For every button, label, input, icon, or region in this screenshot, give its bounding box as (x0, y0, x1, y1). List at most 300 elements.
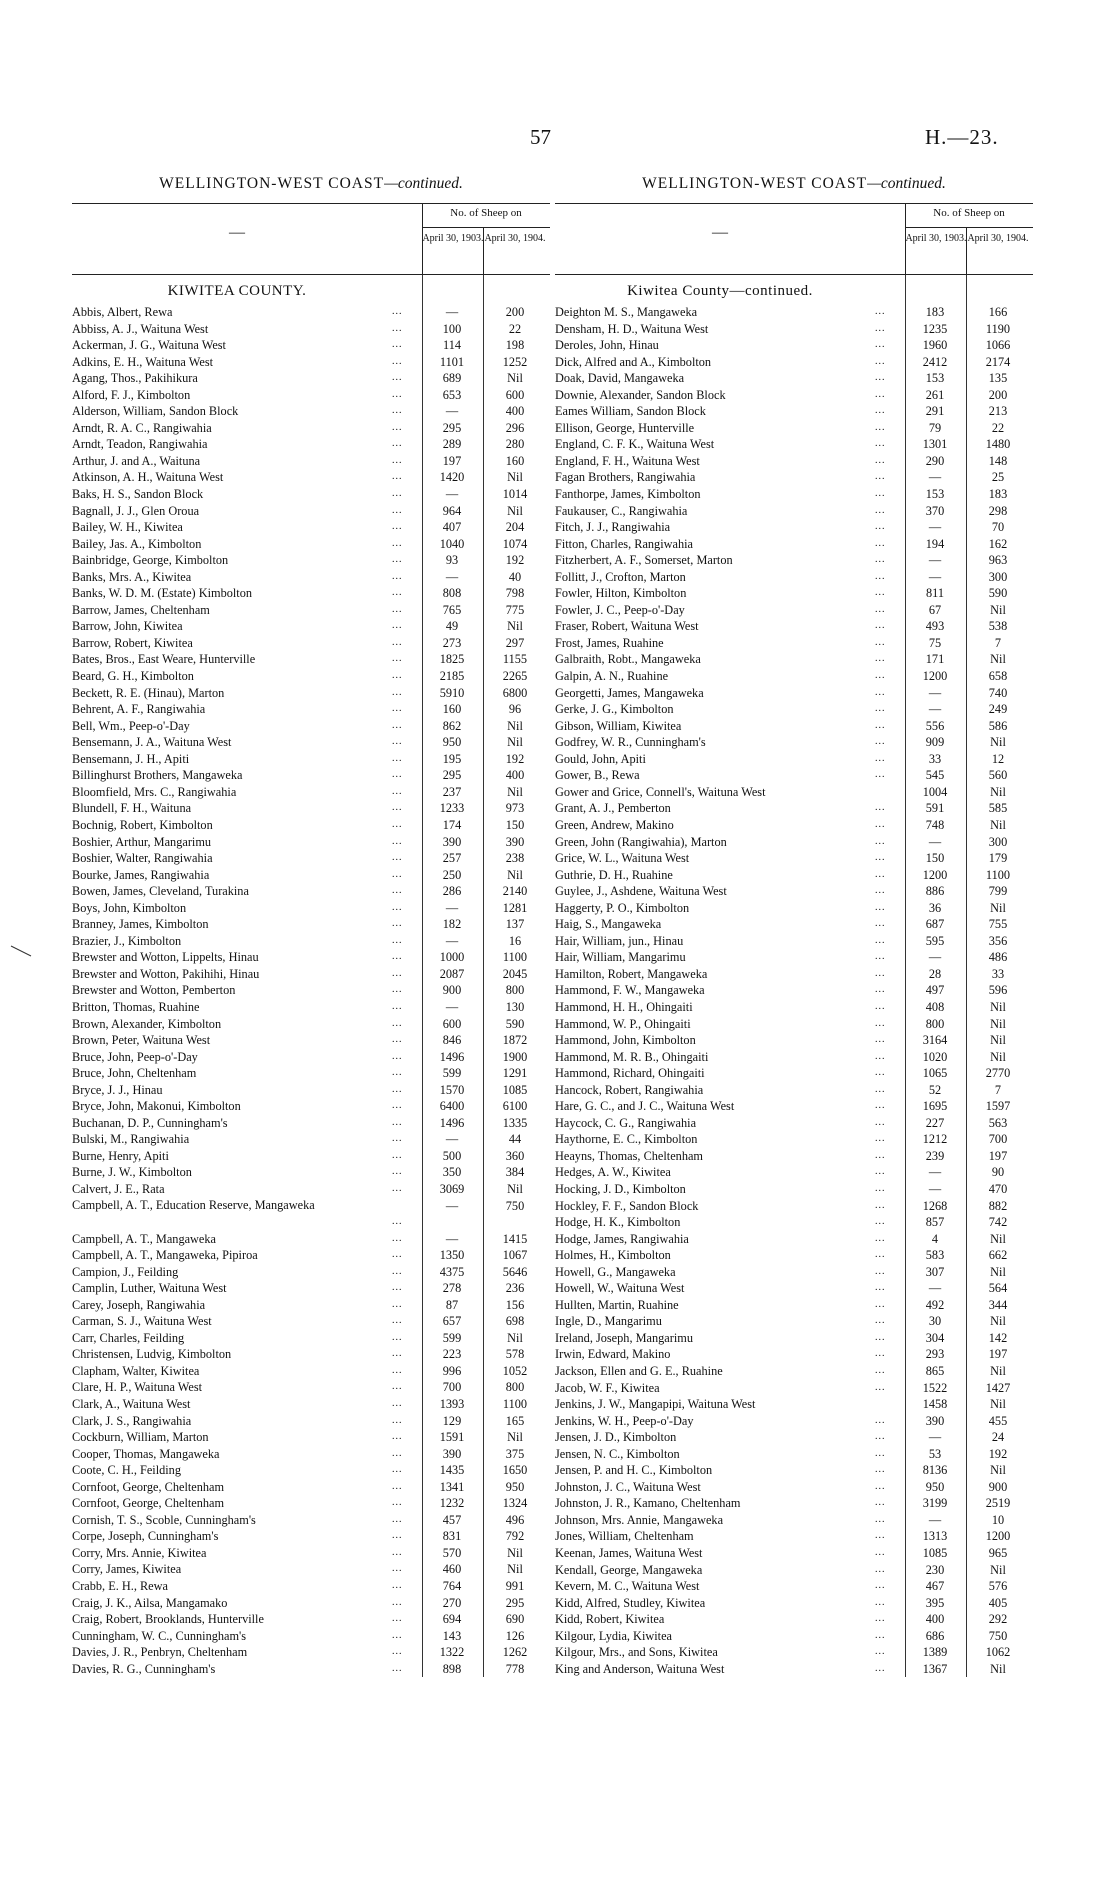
sheep-1903: 1085 (922, 1546, 948, 1561)
owner-name: Hammond, M. R. B., Ohingaiti (555, 1049, 709, 1064)
sheep-1904: 963 (988, 553, 1008, 568)
table-row (72, 1446, 550, 1463)
owner-name: Hullten, Martin, Ruahine (555, 1297, 679, 1312)
table-row (72, 1297, 550, 1314)
leader-dots: ... (392, 1315, 403, 1327)
leader-dots: ... (875, 1017, 886, 1029)
sheep-1904: 137 (505, 917, 525, 932)
leader-dots: ... (875, 1034, 886, 1046)
leader-dots: ... (875, 934, 886, 946)
sheep-1903: 197 (442, 453, 462, 468)
sheep-1903: 3164 (922, 1033, 948, 1048)
leader-dots: ... (875, 653, 886, 665)
table-row (555, 1363, 1033, 1380)
sheep-1903: 4 (931, 1231, 939, 1246)
owner-name: Cunningham, W. C., Cunningham's (72, 1628, 247, 1643)
table-row (555, 1214, 1033, 1231)
sheep-1903: 291 (925, 404, 945, 419)
sheep-1903: 28 (928, 966, 942, 981)
sheep-1904: 775 (505, 602, 525, 617)
owner-name: Cornfoot, George, Cheltenham (72, 1479, 225, 1494)
sheep-1904: Nil (990, 1562, 1006, 1577)
sheep-1904: 236 (505, 1281, 525, 1296)
owner-name: Craig, Robert, Brooklands, Hunterville (72, 1612, 264, 1627)
sheep-1904: 10 (991, 1512, 1005, 1527)
sheep-1903: 390 (442, 1446, 462, 1461)
sheep-1903: 129 (442, 1413, 462, 1428)
leader-dots: ... (392, 1133, 403, 1145)
sheep-1904: 204 (505, 520, 525, 535)
leader-dots: ... (875, 1513, 886, 1525)
sheep-1904: 2519 (985, 1496, 1011, 1511)
leader-dots: ... (875, 752, 886, 764)
owner-name: Fagan Brothers, Rangiwahia (555, 470, 696, 485)
owner-name: Jackson, Ellen and G. E., Ruahine (555, 1364, 723, 1378)
sheep-1904: 90 (991, 1165, 1005, 1180)
sheep-1904: Nil (507, 718, 523, 733)
table-row (555, 436, 1033, 453)
leader-dots: ... (875, 620, 886, 632)
table-row (72, 354, 550, 371)
sheep-1904: 298 (988, 503, 1008, 518)
table-row (72, 1661, 550, 1678)
table-row (555, 403, 1033, 420)
owner-name: Adkins, E. H., Waituna West (72, 354, 214, 369)
leader-dots: ... (875, 818, 886, 830)
sheep-1903: 1960 (922, 338, 948, 353)
sheep-1903: 1232 (439, 1496, 465, 1511)
leader-dots: ... (392, 1381, 403, 1393)
table-row (72, 1413, 550, 1430)
sheep-1903: 497 (925, 983, 945, 998)
leader-dots: ... (875, 852, 886, 864)
leader-dots: ... (875, 1315, 886, 1327)
sheep-1903: 700 (442, 1380, 462, 1395)
sheep-1903: 800 (925, 1016, 945, 1031)
leader-dots: ... (392, 454, 403, 466)
owner-name: Densham, H. D., Waituna West (555, 321, 709, 336)
owner-name: Ackerman, J. G., Waituna West (72, 338, 226, 353)
owner-name: Howell, G., Mangaweka (555, 1264, 676, 1279)
sheep-1904: Nil (990, 999, 1006, 1014)
table-row (72, 900, 550, 917)
sheep-1903: 53 (928, 1446, 942, 1461)
sheep-1903: 195 (442, 751, 462, 766)
owner-name: Eames William, Sandon Block (555, 404, 706, 419)
leader-dots: ... (392, 1563, 403, 1575)
table-row (555, 718, 1033, 735)
leader-dots: ... (875, 1000, 886, 1012)
sheep-1904: 213 (988, 404, 1008, 419)
owner-name: Galpin, A. N., Ruahine (555, 669, 669, 684)
leader-dots: ... (875, 1298, 886, 1310)
leader-dots: ... (392, 802, 403, 814)
sheep-1903: 100 (442, 321, 462, 336)
sheep-1903: 964 (442, 503, 462, 518)
sheep-1904: 486 (988, 950, 1008, 965)
leader-dots: ... (392, 1497, 403, 1509)
sheep-1903: 93 (445, 553, 459, 568)
table-row (72, 1346, 550, 1363)
sheep-1904: Nil (990, 1314, 1006, 1329)
leader-dots: ... (392, 835, 403, 847)
sheep-1903: 278 (442, 1281, 462, 1296)
sheep-1904: 973 (505, 801, 525, 816)
table-row (555, 1297, 1033, 1314)
sheep-1904: 1480 (985, 437, 1011, 452)
owner-name: Hammond, Richard, Ohingaiti (555, 1066, 705, 1081)
leader-dots: ... (875, 719, 886, 731)
owner-name: Gower, B., Rewa (555, 768, 640, 783)
leader-dots: ... (875, 1596, 886, 1608)
table-row (72, 536, 550, 553)
sheep-1904: 596 (988, 983, 1008, 998)
sheep-1903: — (445, 1198, 459, 1213)
leader-dots: ... (392, 1149, 403, 1161)
sheep-1903: 1393 (439, 1397, 465, 1411)
owner-name: Gerke, J. G., Kimbolton (555, 702, 674, 717)
sheep-1904: 1281 (502, 900, 528, 915)
leader-dots: ... (875, 885, 886, 897)
table-row (555, 1247, 1033, 1264)
sheep-1903: 3199 (922, 1496, 948, 1511)
sheep-1903: 1200 (922, 669, 948, 684)
sheep-1904: 1900 (502, 1049, 528, 1064)
sheep-1903: 6400 (439, 1099, 465, 1114)
table-row (72, 1280, 550, 1297)
leader-dots: ... (392, 885, 403, 897)
table-row (72, 1065, 550, 1082)
sheep-1904: 1415 (502, 1231, 528, 1246)
sheep-1904: Nil (507, 1330, 523, 1345)
table-row (555, 503, 1033, 520)
column-title-text: WELLINGTON-WEST COAST (159, 175, 385, 192)
sheep-1904: 183 (988, 487, 1008, 502)
leader-dots: ... (392, 1265, 403, 1277)
sheep-1903: 857 (925, 1215, 945, 1230)
sheep-1903: 950 (442, 735, 462, 750)
sheep-1904: 297 (505, 635, 525, 650)
leader-dots: ... (875, 603, 886, 615)
sheep-1904: Nil (507, 784, 523, 799)
owner-name: Grant, A. J., Pemberton (555, 801, 671, 816)
leader-dots: ... (875, 1365, 886, 1376)
table-row (555, 1644, 1033, 1661)
sheep-1903: — (928, 685, 942, 700)
owner-name: Cockburn, William, Marton (72, 1430, 209, 1445)
table-row (72, 867, 550, 884)
sheep-1903: 1020 (922, 1049, 948, 1064)
owner-name: Doak, David, Mangaweka (555, 371, 685, 386)
sheep-1903: 1040 (439, 536, 465, 551)
owner-name: Cooper, Thomas, Mangaweka (72, 1446, 220, 1461)
sheep-1904: 1085 (502, 1082, 528, 1097)
sheep-1903: — (928, 470, 942, 485)
sheep-1903: 2087 (439, 966, 465, 981)
table-row (555, 1016, 1033, 1033)
sheep-1904: 130 (505, 999, 525, 1014)
owner-name: Grice, W. L., Waituna West (555, 851, 690, 866)
leader-dots: ... (875, 421, 886, 433)
sheep-1904: 135 (988, 371, 1008, 386)
sheep-1903: 370 (925, 503, 945, 518)
table-row (72, 817, 550, 834)
table-row (555, 602, 1033, 619)
sheep-1904: 296 (505, 420, 525, 435)
sheep-1903: 765 (442, 602, 462, 617)
sheep-1903: 467 (925, 1579, 945, 1594)
table-row (72, 784, 550, 801)
leader-dots: ... (392, 1331, 403, 1343)
leader-dots: ... (392, 620, 403, 632)
owner-name: Brazier, J., Kimbolton (72, 933, 182, 948)
sheep-1903: 223 (442, 1347, 462, 1362)
leader-dots: ... (392, 1100, 403, 1112)
sheep-1904: 142 (988, 1330, 1008, 1345)
sheep-1903: — (928, 834, 942, 849)
sheep-1903: 831 (442, 1529, 462, 1544)
owner-name: Brewster and Wotton, Lippelts, Hinau (72, 950, 259, 965)
owner-name: England, F. H., Waituna West (555, 453, 700, 468)
table-row (72, 734, 550, 751)
leader-dots: ... (392, 1282, 403, 1294)
table-row (555, 1049, 1033, 1066)
sheep-1903: 5910 (439, 685, 465, 700)
owner-name: Fraser, Robert, Waituna West (555, 619, 699, 634)
table-row (555, 569, 1033, 586)
table-row (555, 1231, 1033, 1248)
leader-dots: ... (392, 554, 403, 566)
leader-dots: ... (392, 603, 403, 615)
leader-dots: ... (392, 719, 403, 731)
owner-name: Carman, S. J., Waituna West (72, 1314, 212, 1329)
table-row (72, 701, 550, 718)
leader-dots: ... (875, 1265, 886, 1277)
leader-dots: ... (875, 967, 886, 979)
sheep-1904: Nil (990, 1397, 1006, 1412)
sheep-1904: Nil (507, 1545, 523, 1560)
table-row (72, 1578, 550, 1595)
sheep-1903: 2185 (439, 669, 465, 684)
leader-dots: ... (392, 736, 403, 748)
sheep-1904: 755 (988, 917, 1008, 932)
owner-name: Hair, William, jun., Hinau (555, 933, 684, 948)
leader-dots: ... (875, 1249, 886, 1261)
table-row (72, 767, 550, 784)
sheep-1903: 1389 (922, 1645, 948, 1660)
sheep-1904: 1014 (502, 487, 528, 502)
sheep-1904: 1872 (502, 1033, 528, 1048)
table-row (555, 1628, 1033, 1645)
leader-dots: ... (875, 570, 886, 582)
owner-name: Fowler, J. C., Peep-o'-Day (555, 602, 685, 617)
sheep-1903: 599 (442, 1066, 462, 1081)
table-row (555, 734, 1033, 751)
leader-dots: ... (875, 1216, 886, 1228)
owner-name: Bailey, Jas. A., Kimbolton (72, 536, 202, 551)
sheep-1903: 304 (925, 1330, 945, 1345)
leader-dots: ... (875, 1381, 886, 1393)
sheep-1903: 150 (925, 851, 945, 866)
sheep-1903: 3069 (439, 1181, 465, 1196)
table-row (72, 1247, 550, 1264)
sheep-1903: 295 (442, 420, 462, 435)
table-row (72, 519, 550, 536)
sheep-1904: 400 (505, 768, 525, 783)
table-row (555, 486, 1033, 503)
leader-dots: ... (875, 504, 886, 516)
table-row (72, 1330, 550, 1347)
sheep-1904: 1074 (502, 536, 528, 551)
sheep-1903: 1301 (922, 437, 948, 452)
owner-name: Howell, W., Waituna West (555, 1281, 685, 1296)
sheep-1904: 564 (988, 1281, 1008, 1296)
table-row (555, 1495, 1033, 1512)
leader-dots: ... (392, 967, 403, 979)
table-row (72, 1098, 550, 1115)
leader-dots: ... (392, 1050, 403, 1062)
sheep-1904: 590 (505, 1016, 525, 1031)
leader-dots: ... (875, 1580, 886, 1592)
sheep-1903: 1212 (922, 1132, 948, 1147)
sheep-1903: 1458 (922, 1397, 948, 1412)
owner-name: Clark, J. S., Rangiwahia (72, 1413, 192, 1428)
owner-name: Bates, Bros., East Weare, Hunterville (72, 652, 256, 667)
leader-dots: ... (875, 1431, 886, 1443)
sheep-1903: 307 (925, 1264, 945, 1279)
sheep-1903: 570 (442, 1545, 462, 1560)
sheep-1903: 407 (442, 520, 462, 535)
leader-dots: ... (875, 372, 886, 384)
table-row (555, 1098, 1033, 1115)
sheep-1904: 1252 (502, 354, 528, 369)
sheep-1903: 1313 (922, 1529, 948, 1544)
sheep-1903: 950 (925, 1479, 945, 1494)
sheep-1904: Nil (990, 602, 1006, 617)
owner-name: Abbiss, A. J., Waituna West (72, 321, 209, 336)
sheep-1904: Nil (990, 1661, 1006, 1676)
owner-name: Gibson, William, Kiwitea (555, 718, 682, 733)
sheep-1904: 800 (505, 983, 525, 998)
sheep-1904: 742 (988, 1215, 1008, 1230)
table-row (555, 552, 1033, 569)
sheep-1904: 1052 (502, 1363, 528, 1378)
sheep-1904: 792 (505, 1529, 525, 1544)
column-title-suffix: —continued. (384, 175, 463, 192)
sheep-1903: 1825 (439, 652, 465, 667)
sheep-1904: Nil (990, 1016, 1006, 1031)
table-row (72, 1231, 550, 1248)
table-row (555, 1198, 1033, 1215)
owner-name: Beckett, R. E. (Hinau), Marton (72, 685, 225, 700)
owner-name: Atkinson, A. H., Waituna West (72, 470, 224, 485)
sheep-1903: 1341 (439, 1479, 465, 1494)
sheep-1904: 698 (505, 1314, 525, 1329)
sheep-1903: 1695 (922, 1099, 948, 1114)
owner-name: Hammond, W. P., Ohingaiti (555, 1016, 691, 1031)
document-reference: H.—23. (925, 125, 999, 149)
sheep-1903: — (928, 1430, 942, 1445)
sheep-1903: 689 (442, 371, 462, 386)
leader-dots: ... (392, 1580, 403, 1592)
owner-name: Brown, Peter, Waituna West (72, 1033, 211, 1048)
sheep-1904: 1062 (985, 1645, 1011, 1660)
sheep-1904: 2265 (502, 669, 528, 684)
sheep-1903: — (445, 900, 459, 915)
leader-dots: ... (392, 670, 403, 682)
leader-dots: ... (392, 636, 403, 648)
leader-dots: ... (392, 1662, 403, 1674)
leader-dots: ... (392, 1398, 403, 1409)
sheep-1904: 22 (991, 420, 1005, 435)
leader-dots: ... (392, 1613, 403, 1625)
sheep-1903: — (928, 553, 942, 568)
table-row (72, 1479, 550, 1496)
sheep-1903: — (445, 404, 459, 419)
table-row (555, 751, 1033, 768)
sheep-1903: 1522 (922, 1380, 948, 1395)
sheep-1903: 230 (925, 1562, 945, 1577)
sheep-1904: 690 (505, 1612, 525, 1627)
sheep-1904: Nil (990, 1364, 1006, 1378)
sheep-1903: 687 (925, 917, 945, 932)
owner-name: Crabb, E. H., Rewa (72, 1579, 168, 1594)
table-row (72, 403, 550, 420)
leader-dots: ... (392, 918, 403, 930)
leader-dots: ... (392, 1414, 403, 1426)
sheep-1904: 455 (988, 1413, 1008, 1428)
sheep-1903: 1496 (439, 1115, 465, 1130)
table-row (72, 1115, 550, 1132)
leader-dots: ... (392, 1530, 403, 1542)
owner-name: Corry, Mrs. Annie, Kiwitea (72, 1545, 207, 1560)
leader-dots: ... (875, 1166, 886, 1178)
sheep-1904: 197 (988, 1347, 1008, 1362)
table-row (555, 883, 1033, 900)
owner-name: Cornish, T. S., Scoble, Cunningham's (72, 1512, 256, 1527)
sheep-1904: Nil (507, 1562, 523, 1577)
table-row (555, 651, 1033, 668)
sheep-1904: 405 (988, 1595, 1008, 1610)
leader-dots: ... (875, 1414, 886, 1426)
sheep-1904: 590 (988, 586, 1008, 601)
owner-name: Ireland, Joseph, Mangarimu (555, 1330, 693, 1345)
owner-name: Hare, G. C., and J. C., Waituna West (555, 1099, 735, 1114)
table-row (72, 883, 550, 900)
owner-name: Downie, Alexander, Sandon Block (555, 387, 726, 402)
table-row (72, 1198, 550, 1231)
sheep-1904: 40 (508, 569, 522, 584)
leader-dots: ... (875, 521, 886, 533)
owner-name: Barrow, Robert, Kiwitea (72, 635, 193, 650)
owner-name: Bagnall, J. J., Glen Oroua (72, 503, 200, 518)
leader-dots: ... (875, 587, 886, 599)
leader-dots: ... (875, 1232, 886, 1244)
leader-dots: ... (875, 1464, 886, 1476)
sheep-1904: 1650 (502, 1463, 528, 1478)
table-row (72, 1429, 550, 1446)
sheep-1904: 750 (988, 1628, 1008, 1643)
table-row (555, 1115, 1033, 1132)
sheep-1903: 492 (925, 1297, 945, 1312)
table-row (72, 387, 550, 404)
table-row (555, 1313, 1033, 1330)
owner-name: Jenkins, W. H., Peep-o'-Day (555, 1413, 694, 1428)
sheep-1904: 22 (508, 321, 522, 336)
leader-dots: ... (875, 355, 886, 367)
leader-dots: ... (875, 339, 886, 351)
owner-name: Fitton, Charles, Rangiwahia (555, 536, 693, 551)
